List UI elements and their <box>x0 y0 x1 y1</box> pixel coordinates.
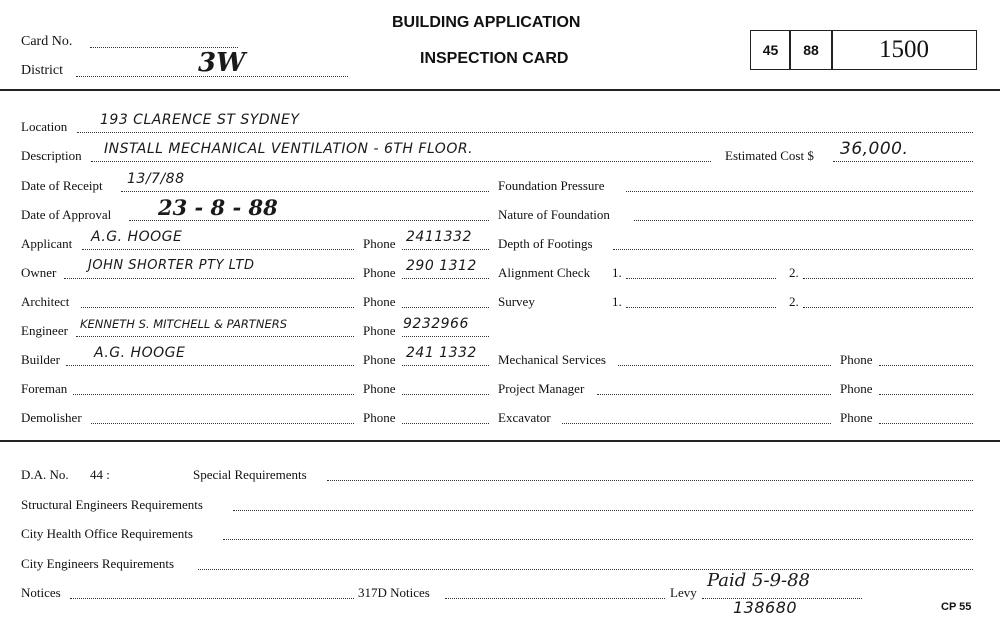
owner-phone-label: Phone <box>363 265 396 280</box>
excavator-phone-label: Phone <box>840 410 873 425</box>
structural-engineers-dotted-line <box>233 510 973 511</box>
alignment-check-num-1: 1. <box>612 265 622 280</box>
city-health-office-dotted-line <box>223 539 973 540</box>
foundation-pressure-dotted-line <box>626 191 973 192</box>
date-of-approval-label: Date of Approval <box>21 207 112 222</box>
applicant-dotted-line <box>82 249 354 250</box>
project-manager-phone-dotted-line <box>879 394 973 395</box>
engineer-phone-dotted-line <box>402 336 489 337</box>
number-box-2 <box>789 30 833 70</box>
special-requirements-label: Special Requirements <box>193 467 307 482</box>
demolisher-dotted-line <box>91 423 354 424</box>
foreman-phone-dotted-line <box>402 394 489 395</box>
da-no-value: 44 : <box>90 467 110 482</box>
location-dotted-line <box>77 132 973 133</box>
divider-bottom <box>0 440 1000 442</box>
special-requirements-dotted-line <box>327 480 973 481</box>
form-title-line2: INSPECTION CARD <box>420 50 569 67</box>
owner-label: Owner <box>21 265 57 280</box>
builder-phone-label: Phone <box>363 352 396 367</box>
builder-phone-dotted-line <box>402 365 489 366</box>
estimated-cost-value: 36,000. <box>840 139 909 159</box>
survey-dotted-line-2 <box>803 307 973 308</box>
demolisher-label: Demolisher <box>21 410 82 425</box>
da-no-label: D.A. No. <box>21 467 69 482</box>
engineer-dotted-line <box>76 336 354 337</box>
date-of-approval-value: 23 - 8 - 88 <box>158 195 278 220</box>
form-code: CP 55 <box>941 601 972 613</box>
foundation-pressure-label: Foundation Pressure <box>498 178 605 193</box>
excavator-label: Excavator <box>498 410 551 425</box>
district-label: District <box>21 63 63 78</box>
foreman-phone-label: Phone <box>363 381 396 396</box>
foreman-dotted-line <box>73 394 354 395</box>
mechanical-services-phone-dotted-line <box>879 365 973 366</box>
owner-dotted-line <box>64 278 354 279</box>
builder-dotted-line <box>66 365 354 366</box>
applicant-phone-dotted-line <box>402 249 489 250</box>
demolisher-phone-label: Phone <box>363 410 396 425</box>
mechanical-services-phone-label: Phone <box>840 352 873 367</box>
engineer-value: KENNETH S. MITCHELL & PARTNERS <box>80 317 287 331</box>
estimated-cost-label: Estimated Cost $ <box>725 148 814 163</box>
architect-dotted-line <box>81 307 354 308</box>
number-box-1 <box>750 30 791 70</box>
engineer-phone-value: 9232966 <box>403 316 469 332</box>
applicant-phone-label: Phone <box>363 236 396 251</box>
nature-of-foundation-dotted-line <box>634 220 973 221</box>
depth-of-footings-label: Depth of Footings <box>498 236 593 251</box>
engineer-label: Engineer <box>21 323 68 338</box>
architect-phone-label: Phone <box>363 294 396 309</box>
applicant-value: A.G. HOOGE <box>91 229 183 245</box>
notices-label: Notices <box>21 585 61 600</box>
date-of-receipt-label: Date of Receipt <box>21 178 103 193</box>
description-label: Description <box>21 148 82 163</box>
alignment-check-num-2: 2. <box>789 265 799 280</box>
applicant-phone-value: 2411332 <box>406 229 472 245</box>
location-value: 193 CLARENCE ST SYDNEY <box>100 112 300 128</box>
depth-of-footings-dotted-line <box>613 249 973 250</box>
divider-top <box>0 89 1000 91</box>
card-no-label: Card No. <box>21 34 73 49</box>
district-value: 3W <box>198 48 246 78</box>
date-of-receipt-value: 13/7/88 <box>127 171 185 187</box>
alignment-check-label: Alignment Check <box>498 265 591 280</box>
notices-dotted-line <box>70 598 354 599</box>
date-of-approval-dotted-line <box>129 220 489 221</box>
number-box-3-value: 1500 <box>879 36 929 63</box>
alignment-check-dotted-line-2 <box>803 278 973 279</box>
form-title-line1: BUILDING APPLICATION <box>392 14 581 31</box>
notices-317d-label: 317D Notices <box>358 585 430 600</box>
project-manager-label: Project Manager <box>498 381 585 396</box>
levy-label: Levy <box>670 585 697 600</box>
alignment-check-dotted-line-1 <box>626 278 776 279</box>
architect-label: Architect <box>21 294 70 309</box>
project-manager-phone-label: Phone <box>840 381 873 396</box>
excavator-dotted-line <box>562 423 831 424</box>
foreman-label: Foreman <box>21 381 68 396</box>
project-manager-dotted-line <box>597 394 831 395</box>
description-dotted-line <box>91 161 711 162</box>
city-engineers-label: City Engineers Requirements <box>21 556 175 571</box>
survey-num-2: 2. <box>789 294 799 309</box>
applicant-label: Applicant <box>21 236 73 251</box>
number-box-3 <box>831 30 977 70</box>
number-box-2-value: 88 <box>803 42 819 58</box>
number-box-1-value: 45 <box>762 42 779 58</box>
estimated-cost-dotted-line <box>833 161 973 162</box>
notices-317d-dotted-line <box>445 598 665 599</box>
excavator-phone-dotted-line <box>879 423 973 424</box>
builder-label: Builder <box>21 352 60 367</box>
engineer-phone-label: Phone <box>363 323 396 338</box>
date-of-receipt-dotted-line <box>121 191 489 192</box>
structural-engineers-label: Structural Engineers Requirements <box>21 497 203 512</box>
survey-dotted-line-1 <box>626 307 776 308</box>
levy-value: Paid 5-9-88 <box>707 570 811 591</box>
receipt-number: 138680 <box>733 598 798 617</box>
owner-value: JOHN SHORTER PTY LTD <box>88 258 255 273</box>
owner-phone-dotted-line <box>402 278 489 279</box>
builder-value: A.G. HOOGE <box>94 345 186 361</box>
survey-label: Survey <box>498 294 535 309</box>
survey-num-1: 1. <box>612 294 622 309</box>
architect-phone-dotted-line <box>402 307 489 308</box>
description-value: INSTALL MECHANICAL VENTILATION - 6TH FLOOR. <box>104 141 474 157</box>
builder-phone-value: 241 1332 <box>406 345 477 361</box>
demolisher-phone-dotted-line <box>402 423 489 424</box>
location-label: Location <box>21 119 68 134</box>
mechanical-services-label: Mechanical Services <box>498 352 606 367</box>
mechanical-services-dotted-line <box>618 365 831 366</box>
owner-phone-value: 290 1312 <box>406 258 477 274</box>
city-health-office-label: City Health Office Requirements <box>21 526 193 541</box>
nature-of-foundation-label: Nature of Foundation <box>498 207 610 222</box>
city-engineers-dotted-line <box>198 569 973 570</box>
